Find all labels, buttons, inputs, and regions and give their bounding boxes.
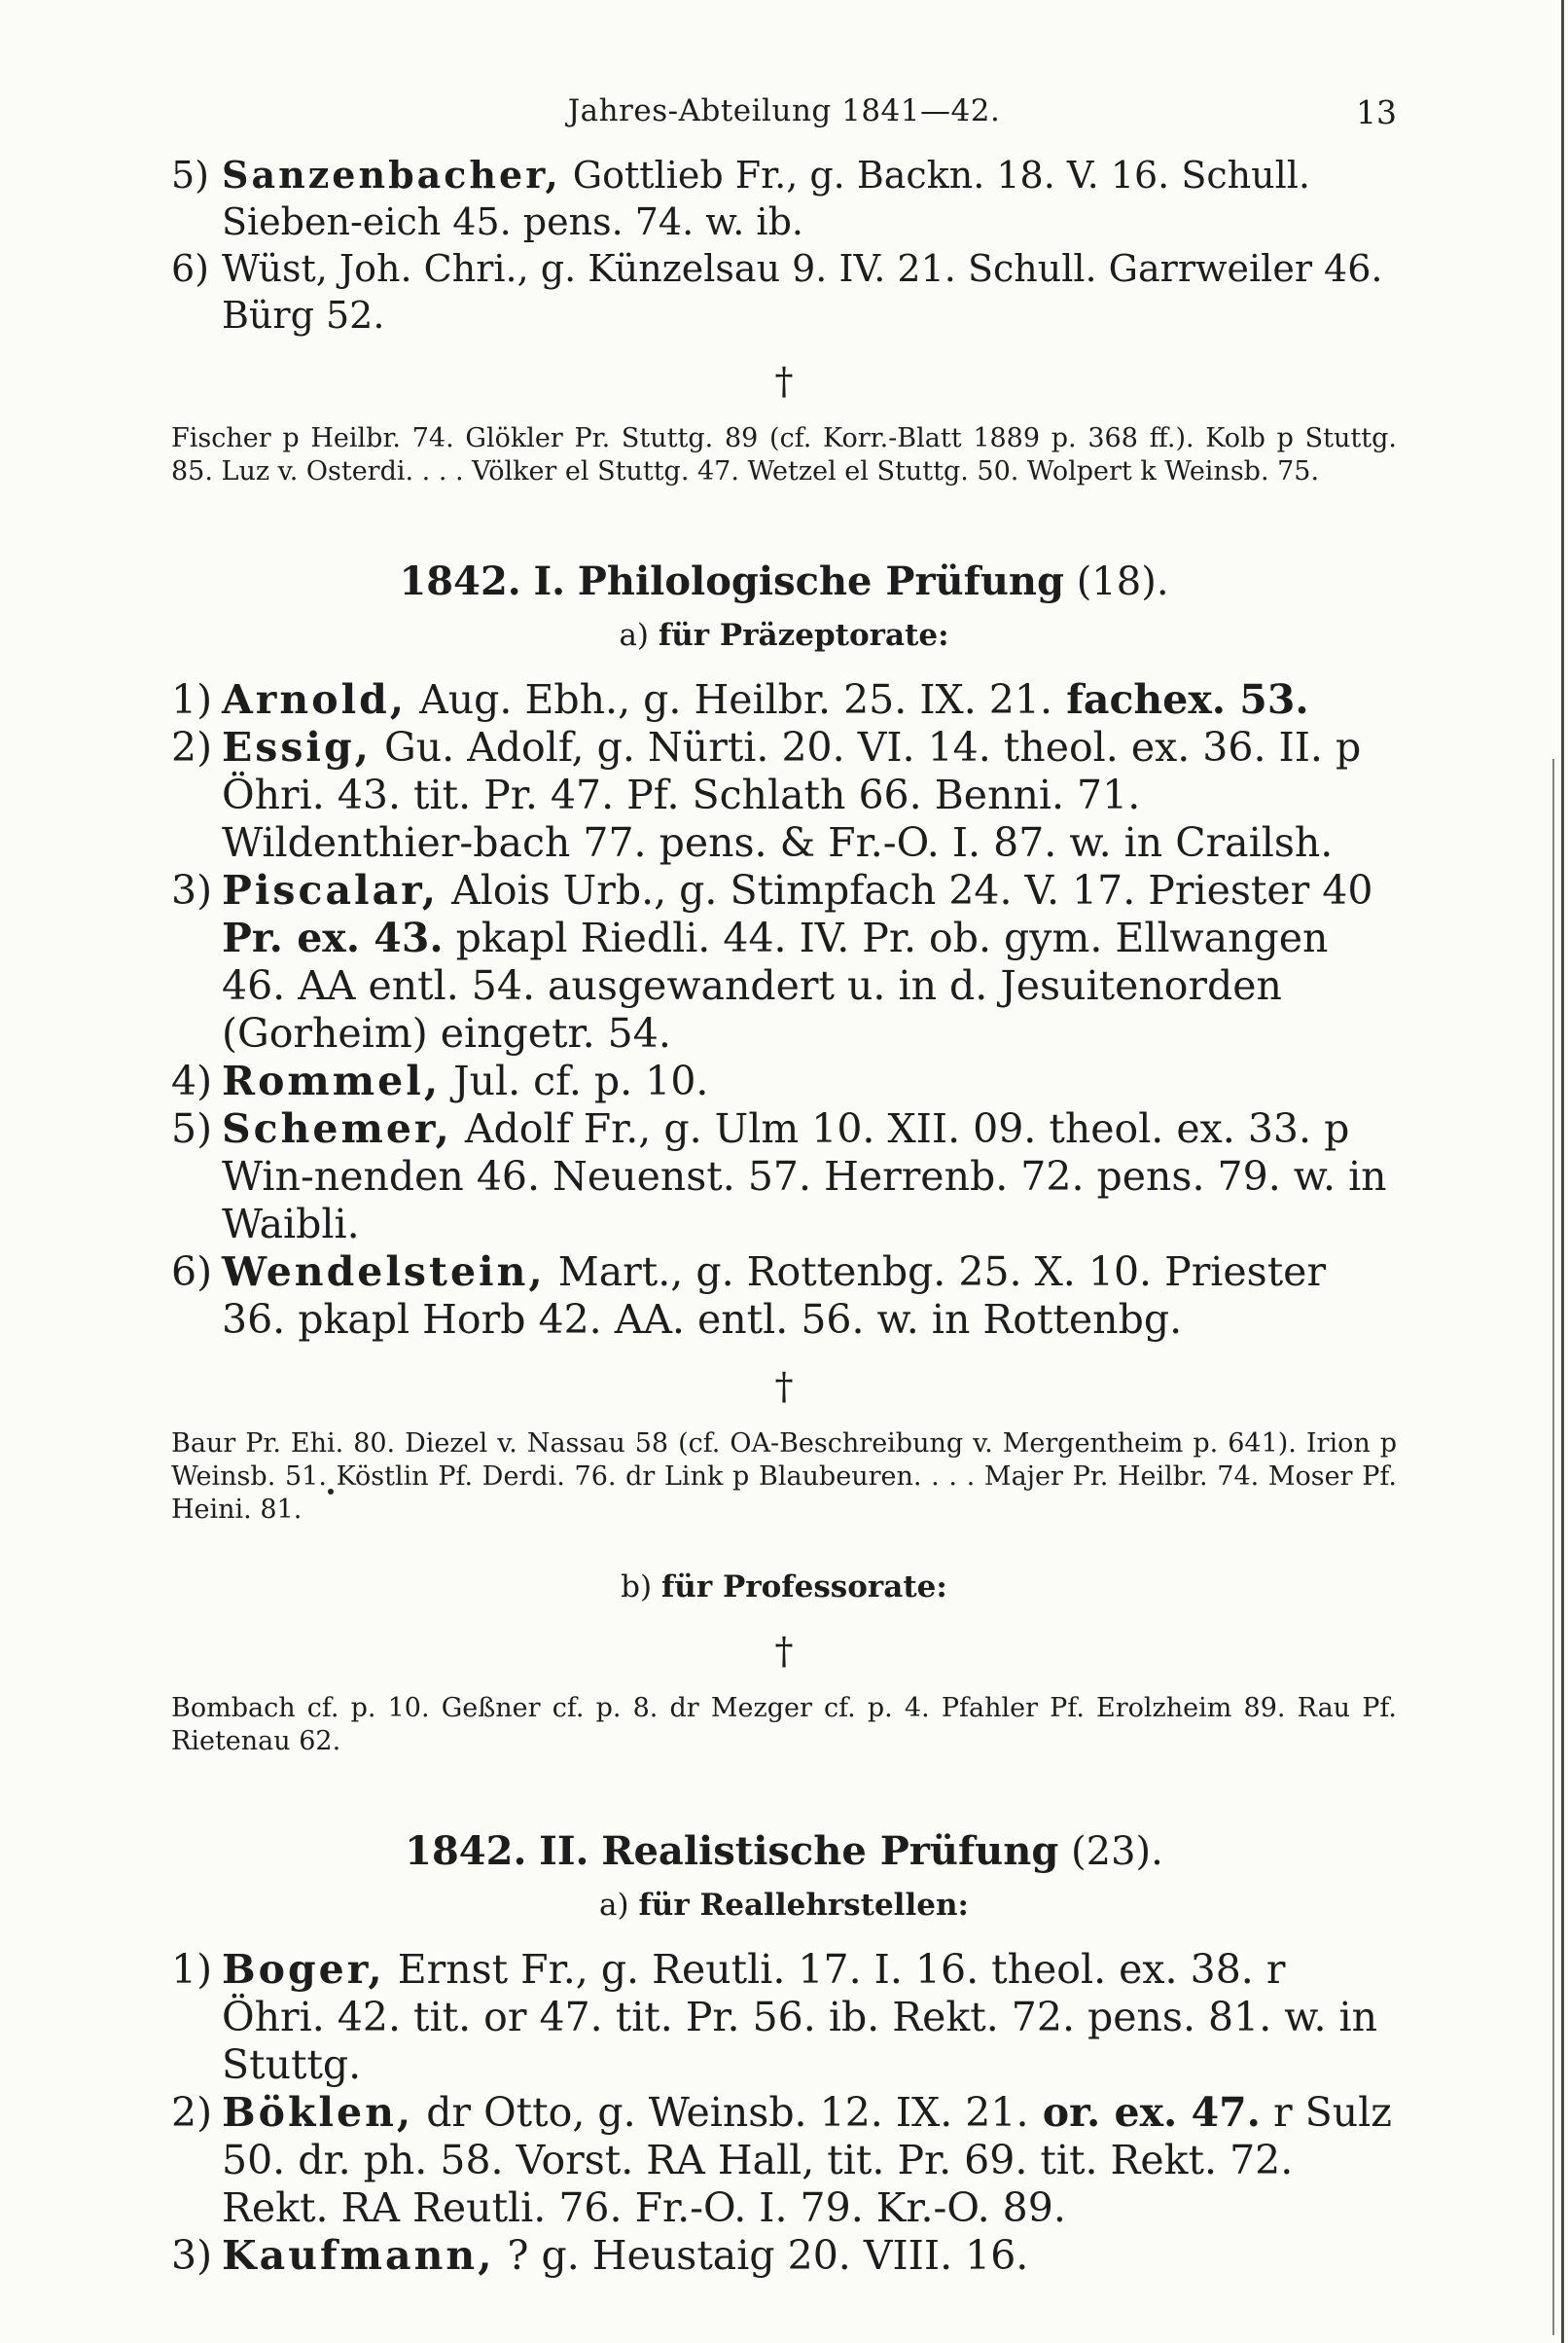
dagger-mark: †: [774, 1365, 794, 1408]
entry-rommel: [171, 1058, 1397, 1105]
entry-wendelstein: [171, 1248, 1397, 1344]
section-title: Philologische Prüfung: [577, 559, 1064, 604]
entry-text: Jul. cf. p. 10.: [441, 1058, 709, 1104]
deceased-list: Bombach cf. p. 10. Geßner cf. p. 8. dr Mezger cf. p. 4. Pfahler Pf. Erolzheim 89. Rau Pf. Rietenau 62.: [171, 1693, 1397, 1756]
section-year: 1842.: [399, 559, 521, 604]
entry-bold: or. ex. 47.: [1028, 2089, 1261, 2136]
entry-sanzenbacher: [171, 152, 1397, 245]
entry-number: 5): [171, 1105, 213, 1152]
sub-prefix: a): [599, 1888, 629, 1923]
running-head: [171, 93, 1397, 152]
subheading-praezeptorate: [171, 618, 1397, 653]
entry-name: Schemer,: [222, 1105, 452, 1152]
entry-name: Rommel,: [222, 1058, 442, 1104]
entry-number: 3): [171, 2232, 213, 2279]
entry-piscalar: [171, 867, 1397, 1058]
entry-name: Sanzenbacher,: [222, 153, 561, 197]
entry-number: 4): [171, 1058, 213, 1104]
entry-number: 1): [171, 676, 213, 723]
sub-text: für Präzeptorate:: [658, 618, 949, 653]
page-edge-rule-inner: [1552, 759, 1554, 2335]
entry-name: Boger,: [222, 1946, 385, 1993]
section-roman: II.: [539, 1828, 589, 1874]
entry-boger: [171, 1946, 1397, 2089]
entry-text: Gu. Adolf, g. Nürti. 20. VI. 14. theol. ex. 36. II. p Öhri. 43. tit. Pr. 47. Pf. Schlath 66. Benni. 71. Wildenthier-bach 77. pens. & Fr.-O. I. 87. w. in Crailsh.: [222, 724, 1362, 866]
deceased-list: Fischer p Heilbr. 74. Glökler Pr. Stuttg. 89 (cf. Korr.-Blatt 1889 p. 368 ff.). Kolb p Stuttg. 85. Luz v. Osterdi. . . . Völker el Stuttg. 47. Wetzel el Stuttg. 50. Wolpert k Weinsb. 75.: [171, 423, 1397, 487]
entry-text-cont: pkapl Riedli. 44. IV. Pr. ob. gym. Ellwangen 46. AA entl. 54. ausgewandert u. in d. Jesuitenorden (Gorheim) eingetr. 54.: [222, 915, 1329, 1057]
section-count: (18).: [1076, 559, 1169, 604]
entry-name: Piscalar,: [222, 867, 440, 914]
entry-bold: fachex. 53.: [1051, 676, 1309, 723]
entry-text: ? g. Heustaig 20. VIII. 16.: [494, 2232, 1029, 2279]
entry-name: Essig,: [222, 724, 372, 771]
page-number: 13: [1356, 93, 1397, 131]
section-count: (23).: [1071, 1829, 1163, 1874]
section-roman: I.: [533, 559, 566, 604]
sub-text: für Professorate:: [660, 1569, 947, 1604]
sub-prefix: b): [621, 1569, 653, 1604]
page-edge-rule: [1561, 0, 1564, 2343]
entry-text-cont: r Sulz 50. dr. ph. 58. Vorst. RA Hall, tit. Pr. 69. tit. Rekt. 72. Rekt. RA Reutli. 76. Fr.-O. I. 79. Kr.-O. 89.: [222, 2089, 1392, 2231]
entry-arnold: [171, 676, 1397, 724]
entry-bold: Pr. ex. 43.: [222, 915, 444, 961]
entry-name: Böklen,: [222, 2089, 414, 2136]
dagger-mark: †: [774, 360, 794, 403]
entry-text: Aug. Ebh., g. Heilbr. 25. IX. 21.: [407, 676, 1052, 723]
entry-number: 3): [171, 867, 213, 914]
section-title: Realistische Prüfung: [601, 1828, 1059, 1874]
entry-text: Adolf Fr., g. Ulm 10. XII. 09. theol. ex. 33. p Win-nenden 46. Neuenst. 57. Herrenb. 72. pens. 79. w. in Waibli.: [222, 1105, 1387, 1247]
subheading-reallehrstellen: [171, 1888, 1397, 1923]
section-year: 1842.: [405, 1828, 527, 1874]
entry-text: dr Otto, g. Weinsb. 12. IX. 21.: [413, 2089, 1029, 2136]
entry-name: Arnold,: [222, 676, 408, 723]
entry-wuest: [171, 245, 1397, 339]
subheading-professorate: [171, 1569, 1397, 1604]
sub-text: für Reallehrstellen:: [638, 1888, 969, 1923]
entry-number: 5): [171, 154, 210, 197]
section-heading-realistische: [171, 1828, 1397, 1874]
entry-boeklen: [171, 2089, 1397, 2232]
deceased-list: Baur Pr. Ehi. 80. Diezel v. Nassau 58 (cf. OA-Beschreibung v. Mergentheim p. 641). Irion p Weinsb. 51. Köstlin Pf. Derdi. 76. dr Link p Blaubeuren. . . . Majer Pr. Heilbr. 74. Moser Pf. Heini. 81.: [171, 1428, 1397, 1525]
entry-number: 6): [171, 247, 210, 290]
entry-text: Gottlieb Fr., g. Backn. 18. V. 16. Schull. Sieben-eich 45. pens. 74. w. ib.: [222, 154, 1310, 243]
entry-essig: [171, 724, 1397, 867]
entry-name: Wendelstein,: [222, 1248, 546, 1295]
entry-text: Wüst, Joh. Chri., g. Künzelsau 9. IV. 21. Schull. Garrweiler 46. Bürg 52.: [222, 247, 1383, 337]
entry-number: 6): [171, 1248, 213, 1295]
sub-prefix: a): [619, 618, 650, 653]
entry-schemer: [171, 1105, 1397, 1248]
entry-text: Alois Urb., g. Stimpfach 24. V. 17. Priester 40: [439, 867, 1373, 914]
section-heading-philologische: [171, 559, 1397, 604]
page-content: [171, 93, 1397, 2280]
entry-text: Mart., g. Rottenbg. 25. X. 10. Priester 36. pkapl Horb 42. AA. entl. 56. w. in Rottenbg.: [222, 1248, 1327, 1343]
entry-kaufmann: [171, 2232, 1397, 2280]
running-title: Jahres-Abteilung 1841—42.: [567, 93, 1001, 128]
entry-number: 1): [171, 1946, 213, 1993]
entry-number: 2): [171, 2089, 213, 2136]
entry-name: Kaufmann,: [222, 2232, 495, 2279]
entry-text: Ernst Fr., g. Reutli. 17. I. 16. theol. ex. 38. r Öhri. 42. tit. or 47. tit. Pr. 56. ib. Rekt. 72. pens. 81. w. in Stuttg.: [222, 1946, 1378, 2088]
dagger-mark: †: [774, 1630, 794, 1673]
entry-number: 2): [171, 724, 213, 771]
